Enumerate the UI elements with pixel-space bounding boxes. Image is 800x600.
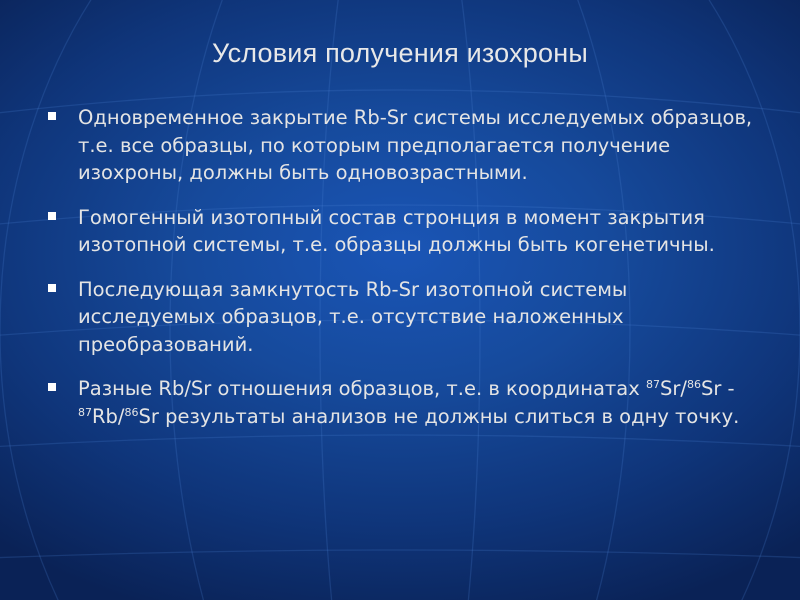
bullet-square-icon [48,284,56,292]
isotope-superscript: 86 [124,405,139,419]
bullet-text-lead: Разные Rb/Sr отношения образцов, т.е. в координатах [78,377,640,400]
bullet-text: Гомогенный изотопный состав стронция в момент закрытия изотопной системы, т.е. образцы должны быть когенетичны. [78,205,715,256]
bullet-square-icon [48,112,56,120]
bullet-square-icon [48,212,56,220]
isotope-symbol: Rb/ [92,404,125,428]
slide-title: Условия получения изохроны [212,38,588,68]
isotope-superscript: 86 [686,378,701,391]
bullet-text: Последующая замкнутость Rb-Sr изотопной системы исследуемых образцов, т.е. отсутствие наложенных преобразований. [78,277,628,356]
bullet-text: Одновременное закрытие Rb-Sr системы исследуемых образцов, т.е. все образцы, по которым предполагается получение изохроны, должны быть одновозрастными. [78,106,753,184]
isotope-symbol: Sr/ [659,377,687,400]
isotope-superscript: 87 [78,405,92,419]
bullet-item [46,104,766,187]
bullet-list [46,104,766,447]
isotope-superscript: 87 [645,378,660,391]
bullet-square-icon [48,383,56,391]
bullet-item [46,204,766,259]
bullet-item [46,276,766,359]
isotope-symbol: Sr - [700,377,735,400]
bullet-text-tail: Sr результаты анализов не должны слиться в одну точку. [138,404,740,428]
bullet-item [46,375,766,430]
